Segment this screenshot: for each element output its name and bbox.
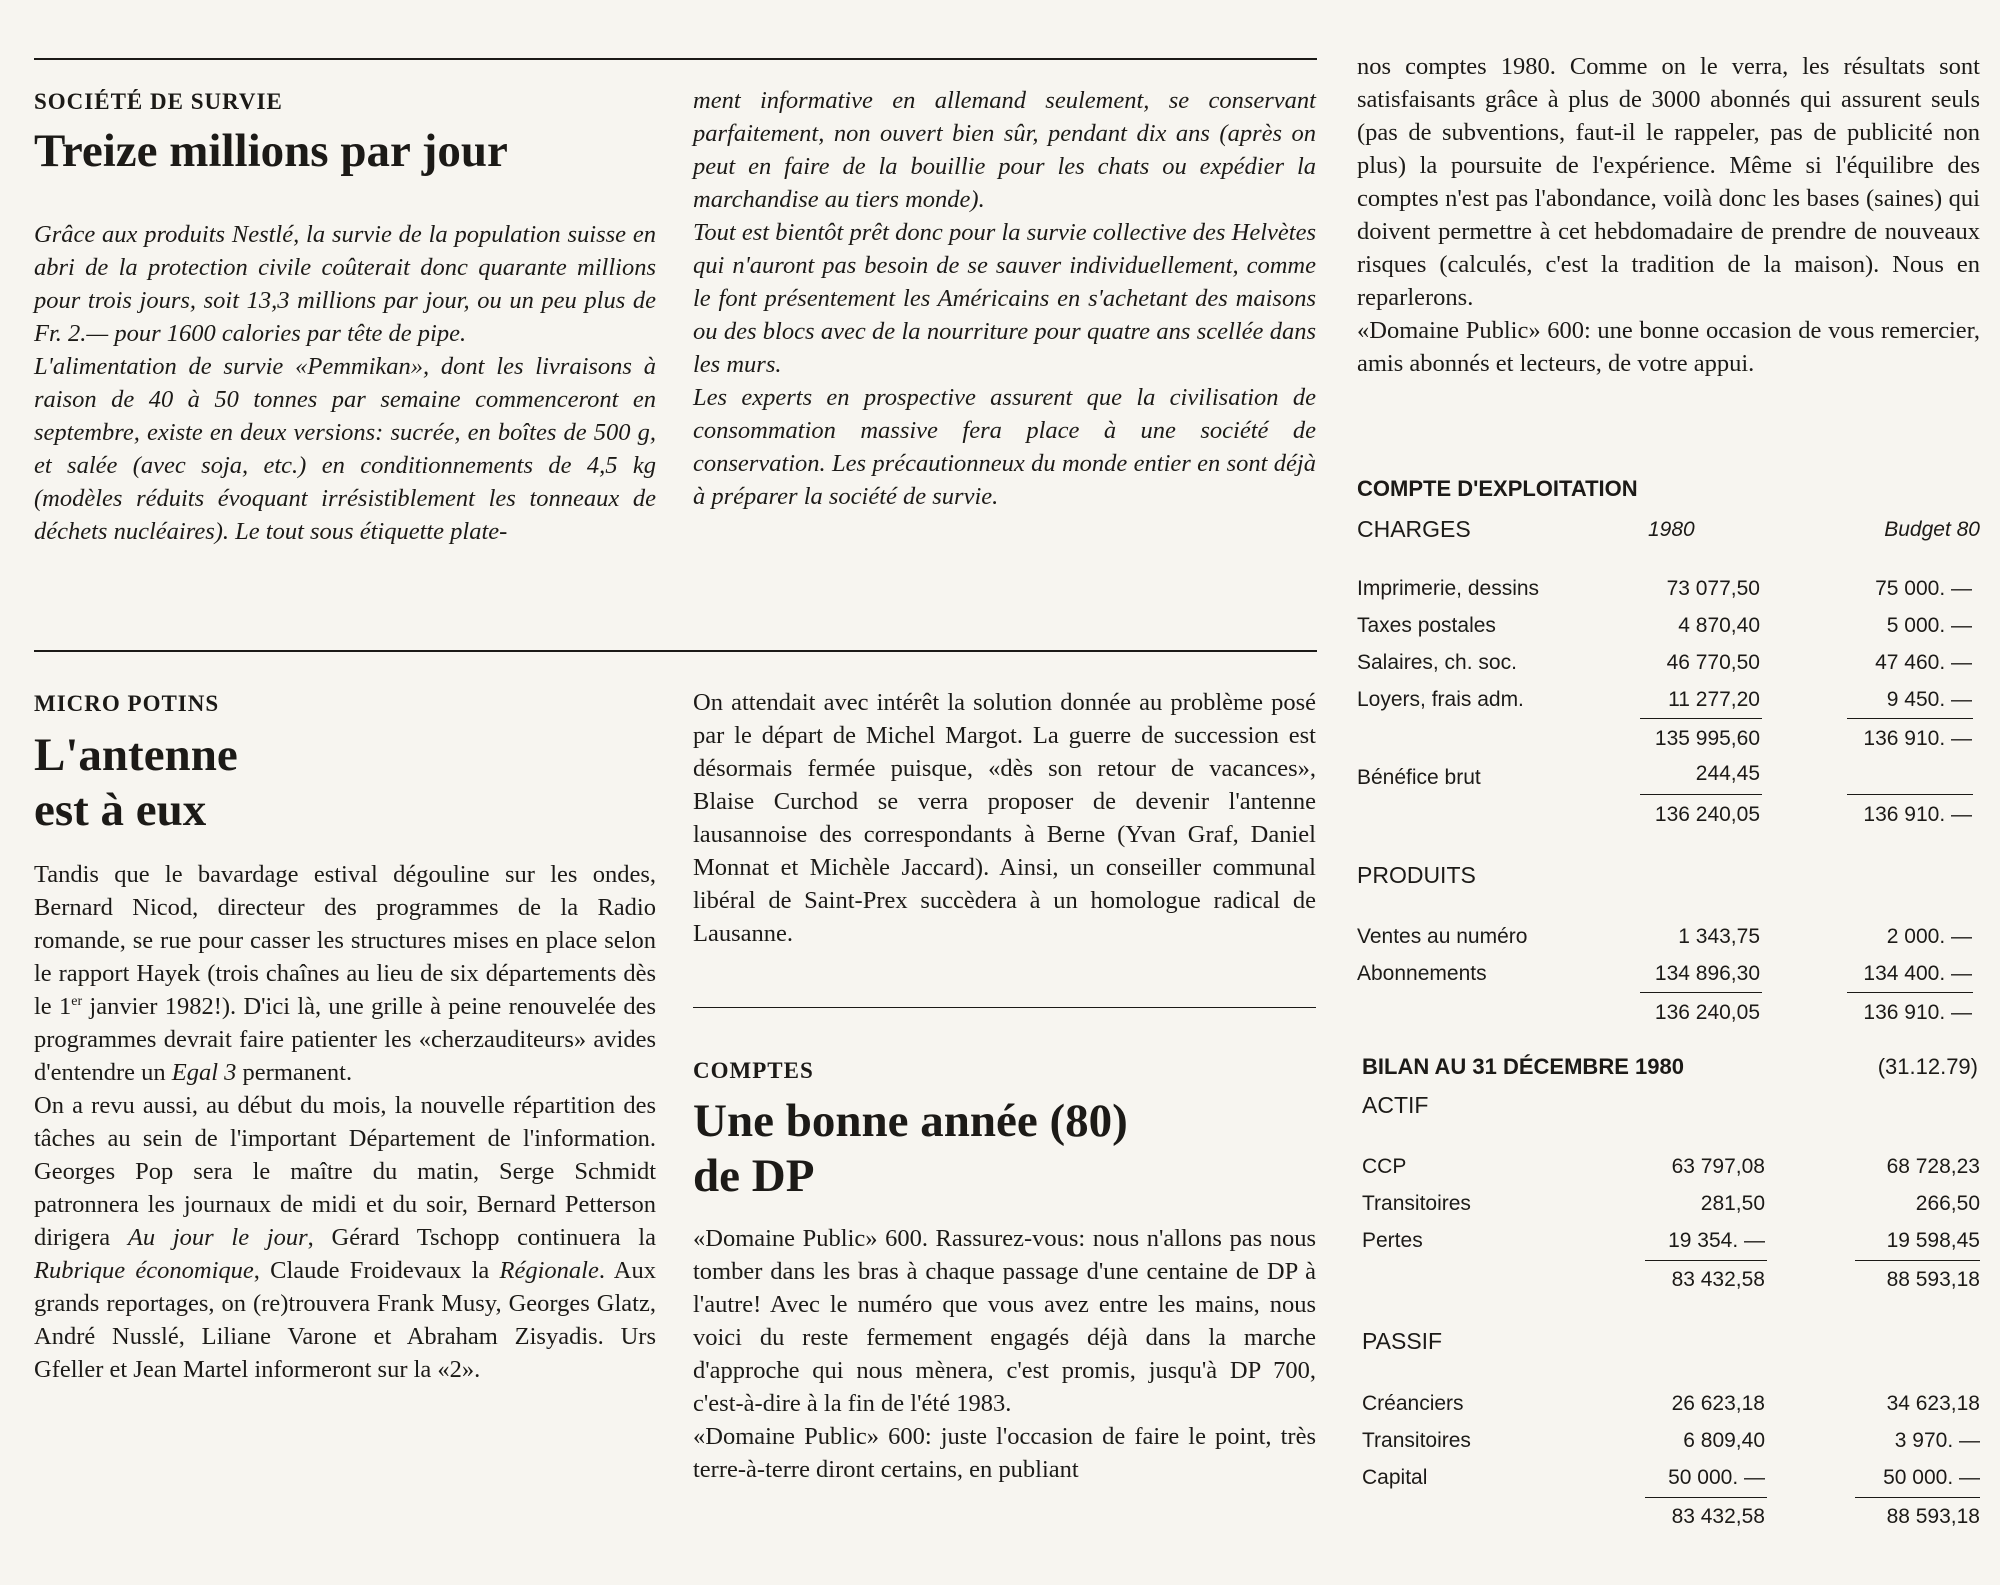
col-1980-header: 1980 bbox=[1648, 518, 1695, 541]
article3-col3-p2: «Domaine Public» 600: une bonne occasion de vous remercier, amis abonnés et lecteurs, de votre appui. bbox=[1357, 317, 1980, 377]
article2-col1 bbox=[34, 858, 656, 1386]
actif-total-1979: 88 593,18 bbox=[1886, 1268, 1980, 1291]
article3-headline-line1: Une bonne année (80) bbox=[693, 1095, 1128, 1147]
article1-col2-p1: ment informative en allemand seulement, se conservant parfaitement, non ouvert bien sûr, pendant dix ans (après on peut en faire de la bouillie pour les chats ou expédier la marchandise au tiers monde). bbox=[693, 87, 1316, 213]
article3-col3-p1: nos comptes 1980. Comme on le verra, les résultats sont satisfaisants grâce à plus de 3000 abonnés qui assurent seuls (pas de subventions, faut-il le rappeler, pas de publicité non plus) la poursuite de l'expérience. Même si l'équilibre des comptes n'est pas l'abondance, voilà donc les bases (saines) qui doivent permettre à cet hebdomadaire de prendre de nouveaux risques (calculés, c'est la tradition de la maison). Nous en reparlerons. bbox=[1357, 53, 1980, 311]
charges-subtotal-budget: 136 910. — bbox=[1863, 727, 1972, 750]
underline bbox=[1847, 992, 1973, 993]
article1-col2-p3: Les experts en prospective assurent que la civilisation de consommation massive fera place à une société de conservation. Les précautionneux du monde entier en sont déjà à préparer la société de survie. bbox=[693, 384, 1316, 510]
underline bbox=[1645, 1497, 1767, 1498]
produits-label: PRODUITS bbox=[1357, 862, 1476, 888]
article3-rule bbox=[693, 1007, 1316, 1008]
article2-headline-line2: est à eux bbox=[34, 784, 207, 836]
article1-col1-p2: L'alimentation de survie «Pemmikan», dont les livraisons à raison de 40 à 50 tonnes par semaine commenceront en septembre, existe en deux versions: sucrée, en boîtes de 500 g, et salée (avec soja, etc.) en conditionnements de 4,5 kg (modèles réduits évoquant irrésistiblement les tonneaux de déchets nucléaires). Le tout sous étiquette plate- bbox=[34, 353, 656, 545]
actif-label: ACTIF bbox=[1362, 1092, 1429, 1118]
article1-col1-p1: Grâce aux produits Nestlé, la survie de la population suisse en abri de la protection civile coûterait donc quarante millions pour trois jours, soit 13,3 millions par jour, ou un peu plus de Fr. 2.— pour 1600 calories par tête de pipe. bbox=[34, 221, 656, 347]
article2-p1: Tandis que le bavardage estival dégouline sur les ondes, Bernard Nicod, directeur des programmes de la Radio romande, se rue pour casser les structures mises en place selon le rapport Hayek (trois chaînes au lieu de six départements dès le 1er janvier 1982!). D'ici là, une grille à peine renouvelée des programmes devrait faire patienter les «cherzauditeurs» avides d'entendre un Egal 3 permanent. bbox=[34, 861, 657, 1086]
exploitation-title: COMPTE D'EXPLOITATION bbox=[1357, 476, 1638, 501]
article3-col2 bbox=[693, 1222, 1316, 1486]
article1-headline: Treize millions par jour bbox=[34, 125, 508, 177]
charges-subtotal-1980: 135 995,60 bbox=[1654, 727, 1760, 750]
article1-col1 bbox=[34, 218, 656, 548]
article1-col2 bbox=[693, 84, 1316, 513]
bilan-prev: (31.12.79) bbox=[1877, 1054, 1978, 1079]
benefice-1980: 244,45 bbox=[1695, 762, 1760, 785]
produits-total-1980: 136 240,05 bbox=[1654, 1001, 1760, 1024]
charges-label: CHARGES bbox=[1357, 516, 1471, 542]
actif-total-1980: 83 432,58 bbox=[1671, 1268, 1765, 1291]
bilan-title: BILAN AU 31 DÉCEMBRE 1980 bbox=[1362, 1054, 1684, 1079]
article3-kicker: COMPTES bbox=[693, 1058, 814, 1083]
article3-headline-line2: de DP bbox=[693, 1150, 815, 1202]
underline bbox=[1640, 992, 1762, 993]
article3-headline bbox=[693, 1094, 1313, 1204]
benefice-label: Bénéfice brut bbox=[1357, 766, 1481, 789]
underline bbox=[1847, 794, 1973, 795]
produits-total-budget: 136 910. — bbox=[1863, 1001, 1972, 1024]
article2-p2: On a revu aussi, au début du mois, la nouvelle répartition des tâches au sein de l'important Département de l'information. Georges Pop sera le maître du matin, Serge Schmidt patronnera les journaux de midi et du soir, Bernard Petterson dirigera Au jour le jour, Gérard Tschopp continuera la Rubrique économique, Claude Froidevaux la Régionale. Aux grands reportages, on (re)trouvera Frank Musy, Georges Glatz, André Nusslé, Liliane Varone et Abraham Zisyadis. Urs Gfeller et Jean Martel informeront sur la «2». bbox=[34, 1092, 657, 1383]
section-rule bbox=[34, 650, 1317, 652]
article2-headline-line1: L'antenne bbox=[34, 729, 238, 781]
article1-kicker: SOCIÉTÉ DE SURVIE bbox=[34, 89, 283, 114]
charges-total-1980: 136 240,05 bbox=[1654, 803, 1760, 826]
article3-p2: «Domaine Public» 600: juste l'occasion de faire le point, très terre-à-terre diront certains, en publiant bbox=[693, 1423, 1316, 1483]
article2-col2 bbox=[693, 686, 1316, 950]
underline bbox=[1640, 718, 1762, 719]
charges-total-budget: 136 910. — bbox=[1863, 803, 1972, 826]
article3-p1: «Domaine Public» 600. Rassurez-vous: nous n'allons pas nous tomber dans les bras à chaque passage d'une centaine de DP à l'autre! Avec le numéro que vous avez entre les mains, nous voici du reste fermement engagés déjà dans la marche d'approche qui nous mènera, c'est promis, jusqu'à DP 700, c'est-à-dire à la fin de l'été 1983. bbox=[693, 1225, 1316, 1417]
underline bbox=[1855, 1497, 1980, 1498]
underline bbox=[1640, 794, 1762, 795]
passif-total-1980: 83 432,58 bbox=[1671, 1505, 1765, 1528]
article3-col3 bbox=[1357, 50, 1980, 380]
underline bbox=[1847, 718, 1973, 719]
article2-col2-p1: On attendait avec intérêt la solution donnée au problème posé par le départ de Michel Margot. La guerre de succession est désormais fermée puisque, «dès son retour de vacances», Blaise Curchod se verra proposer de devenir l'antenne lausannoise des correspondants à Berne (Yvan Graf, Daniel Monnat et Michèle Jaccard). Ainsi, un conseiller communal libéral de Saint-Prex succèdera à un homologue radical de Lausanne. bbox=[693, 689, 1316, 947]
underline bbox=[1645, 1260, 1767, 1261]
article2-headline bbox=[34, 728, 634, 838]
passif-label: PASSIF bbox=[1362, 1328, 1443, 1354]
top-rule bbox=[34, 58, 1317, 60]
underline bbox=[1855, 1260, 1980, 1261]
col-budget-header: Budget 80 bbox=[1884, 518, 1980, 541]
article1-col2-p2: Tout est bientôt prêt donc pour la survie collective des Helvètes qui n'auront pas besoin de se sauver individuellement, comme le font présentement les Américains en s'achetant des maisons ou des blocs avec de la nourriture pour quatre ans scellée dans les murs. bbox=[693, 219, 1316, 378]
passif-total-1979: 88 593,18 bbox=[1886, 1505, 1980, 1528]
article2-kicker: MICRO POTINS bbox=[34, 691, 220, 716]
